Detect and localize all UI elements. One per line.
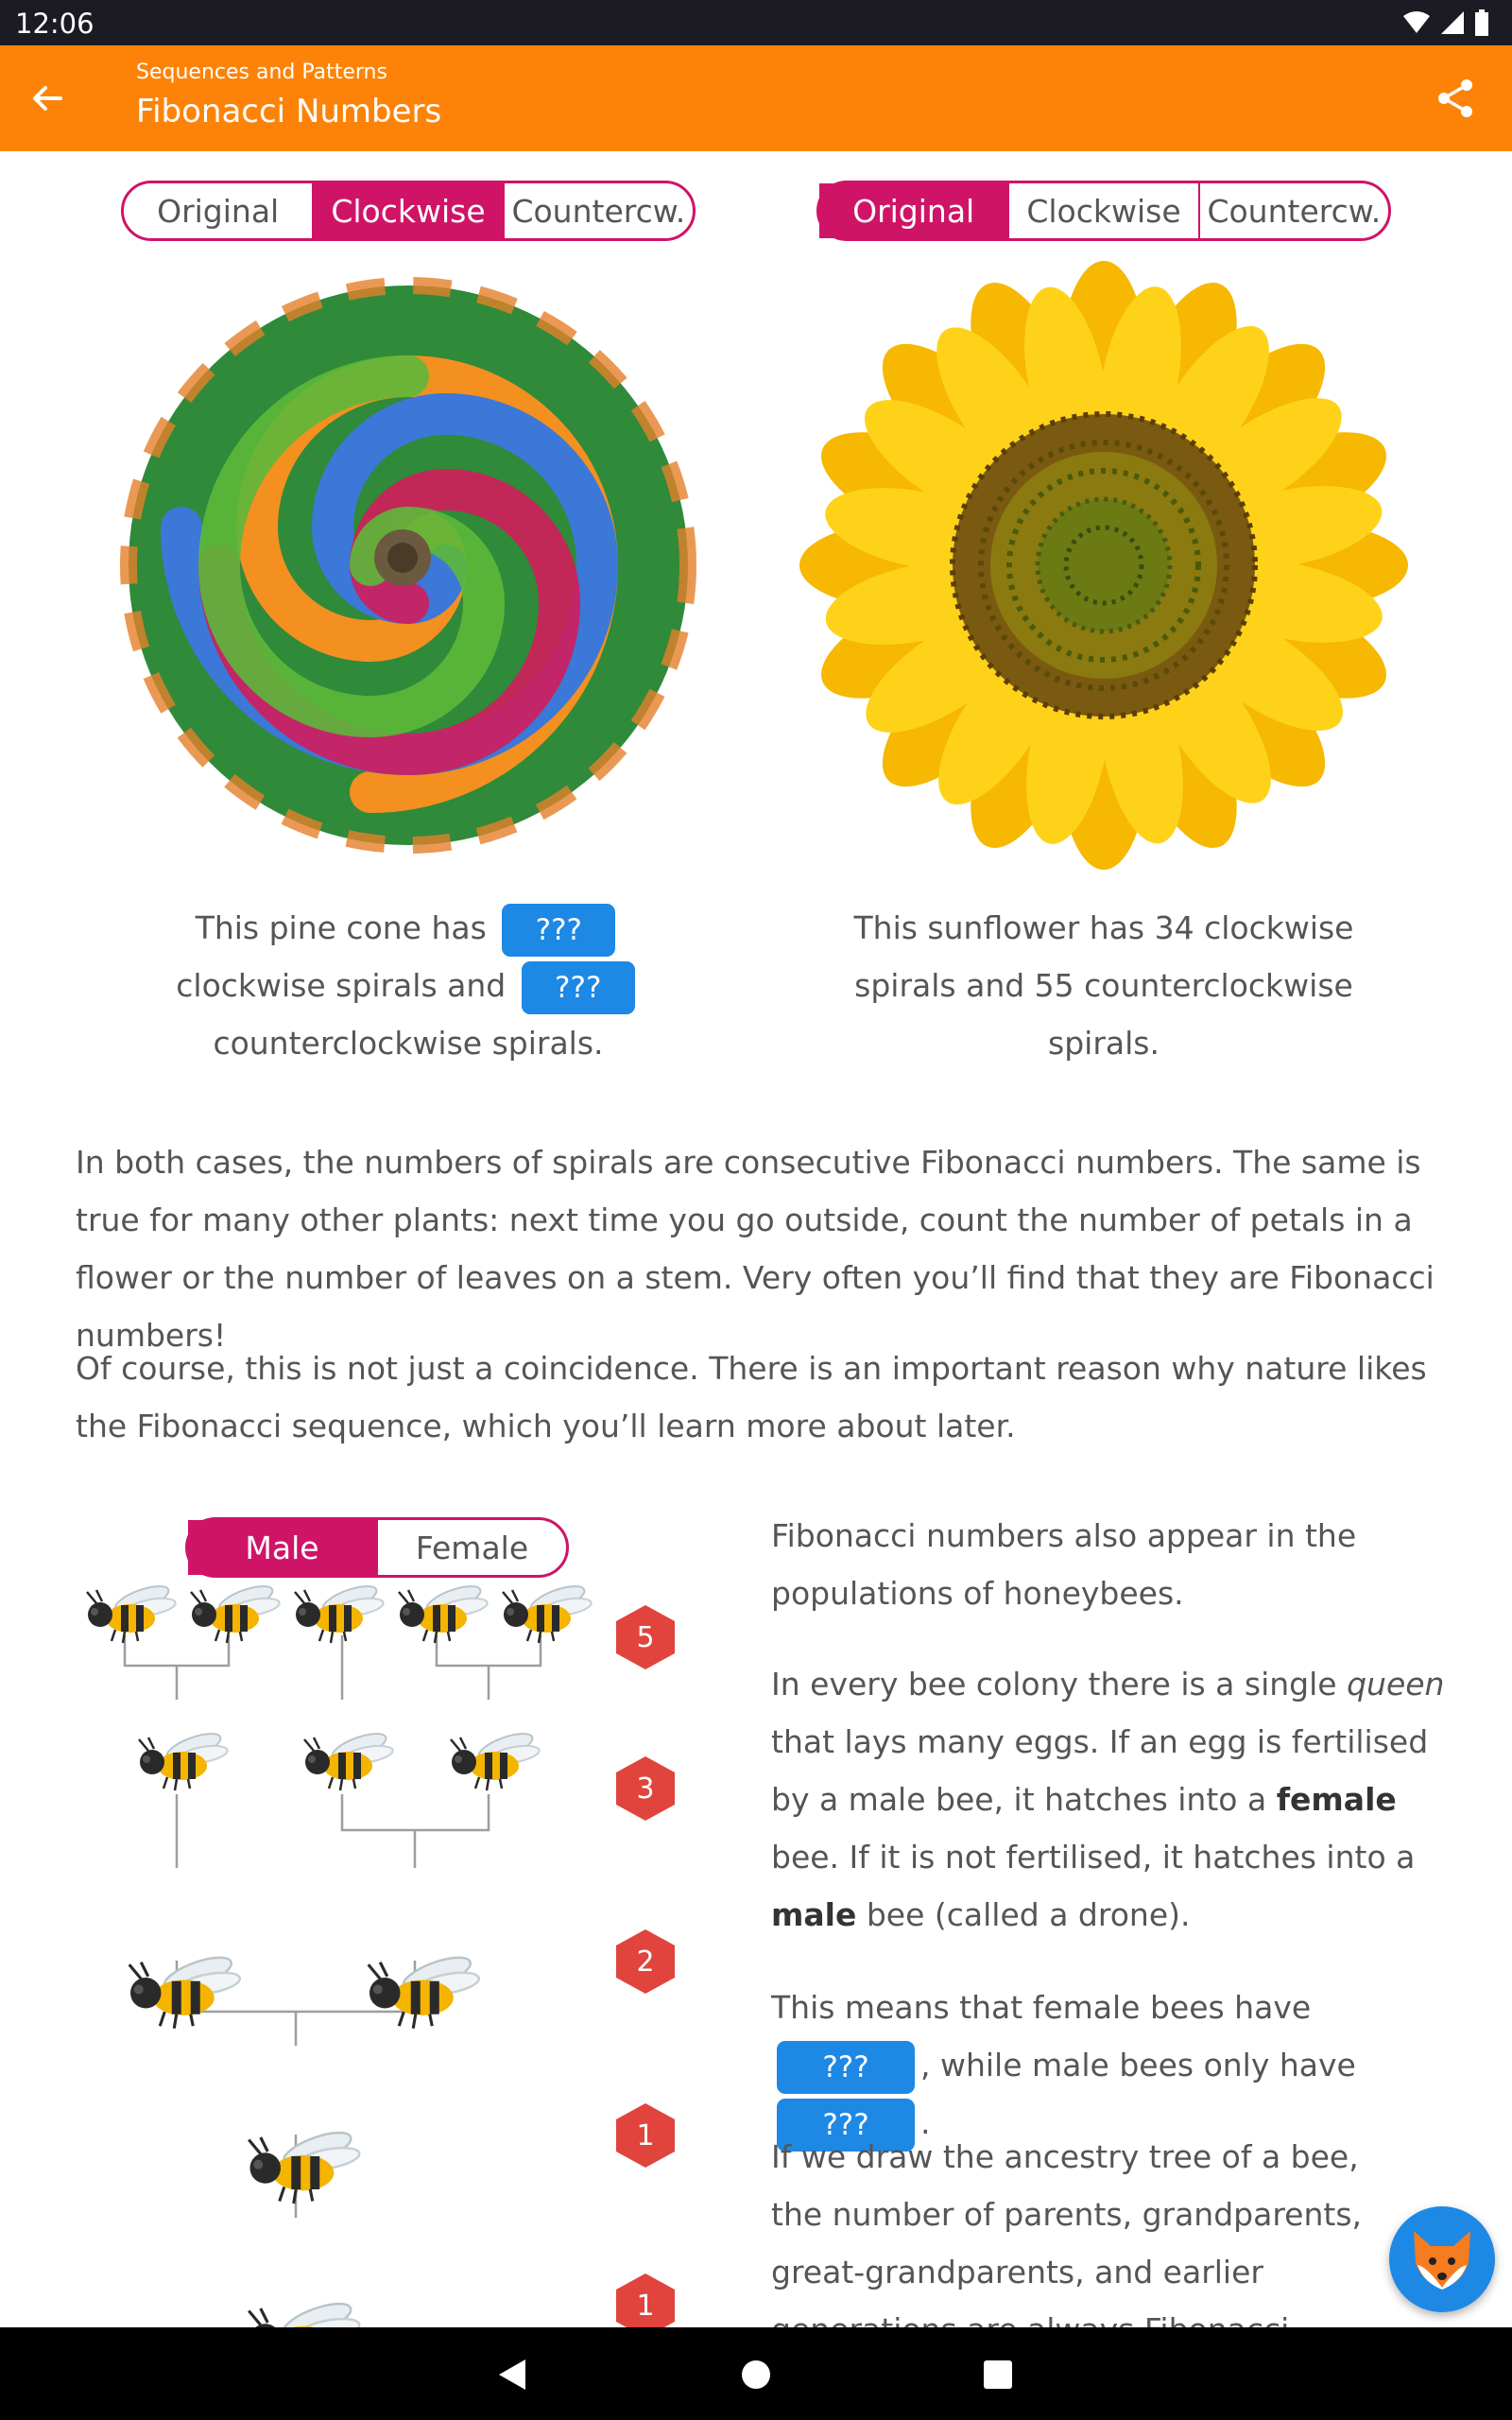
generation-count-badge	[614, 1927, 677, 1996]
bee-p2-text: bee (called a drone).	[866, 1896, 1191, 1933]
paragraph-not-coincidence: Of course, this is not just a coincidence. There is an important reason why nature likes the Fibonacci sequence, which you’ll learn more about later.	[76, 1350, 1427, 1444]
bee-p3-text: .	[920, 2104, 931, 2141]
bee-p3-text: , while male bees only have	[920, 2047, 1356, 2083]
pinecone-counterclockwise-blank[interactable]: ???	[522, 961, 635, 1014]
sunflower-option-countercw[interactable]: Countercw.	[1207, 192, 1382, 230]
male-parents-blank[interactable]: ???	[777, 2099, 915, 2152]
female-term: female	[1276, 1781, 1397, 1818]
sunflower-option-clockwise[interactable]: Clockwise	[1009, 183, 1199, 238]
pinecone-option-clockwise[interactable]: Clockwise	[314, 183, 504, 238]
pinecone-image	[121, 263, 696, 868]
generation-count-badge	[614, 1603, 677, 1671]
bee-p2-text: bee. If it is not fertilised, it hatches into a	[771, 1839, 1416, 1876]
bee-p2-text: that lays many eggs. If an egg is fertilised by a male bee, it hatches into a	[771, 1723, 1429, 1818]
system-navigation-bar	[0, 2327, 1512, 2420]
pinecone-caption-part3: counterclockwise spirals.	[213, 1025, 604, 1062]
bee-option-female[interactable]: Female	[415, 1529, 529, 1566]
bee-p2-text: In every bee colony there is a single	[771, 1666, 1337, 1703]
bee-paragraph-populations: Fibonacci numbers also appear in the populations of honeybees.	[771, 1517, 1357, 1612]
app-bar-subtitle: Sequences and Patterns	[136, 60, 387, 84]
fox-assistant-button[interactable]	[1389, 2206, 1495, 2312]
queen-term: queen	[1347, 1666, 1445, 1703]
nav-recents-icon[interactable]	[983, 2360, 1013, 2390]
bee-paragraph-parents	[771, 1979, 1452, 2152]
signal-icon	[1440, 10, 1465, 35]
bee-ancestry-tree	[57, 1588, 605, 2335]
pinecone-caption-part2: clockwise spirals and	[176, 967, 507, 1004]
sunflower-image	[805, 263, 1402, 868]
generation-count-value: 1	[636, 2118, 655, 2152]
bee-icon	[87, 1581, 177, 1643]
bee-icon	[304, 1728, 394, 1790]
bee-icon	[399, 1581, 489, 1643]
bee-p3-text: This means that female bees have	[771, 1989, 1312, 2026]
pinecone-caption	[121, 899, 696, 1072]
bee-icon	[295, 1581, 385, 1643]
sunflower-caption: This sunflower has 34 clockwise spirals and 55 counterclockwise spirals.	[853, 909, 1354, 1062]
wifi-icon	[1402, 10, 1431, 35]
pinecone-view-toggle	[121, 181, 696, 241]
generation-count-value: 2	[636, 1945, 655, 1979]
pinecone-caption-part1: This pine cone has	[195, 909, 487, 946]
bee-icon	[139, 1728, 229, 1790]
status-bar	[0, 0, 1512, 45]
lesson-content	[0, 151, 1512, 2327]
female-parents-blank[interactable]: ???	[777, 2041, 915, 2094]
nav-home-icon[interactable]	[741, 2360, 771, 2390]
generation-count-value: 1	[636, 2289, 655, 2323]
sunflower-view-toggle	[816, 181, 1391, 241]
bee-icon	[451, 1728, 541, 1790]
status-icons	[1402, 9, 1489, 36]
pinecone-option-countercw[interactable]: Countercw.	[511, 192, 686, 230]
nav-back-icon[interactable]	[497, 2358, 529, 2392]
bee-paragraph-colony	[771, 1655, 1452, 1944]
pinecone-clockwise-blank[interactable]: ???	[502, 904, 615, 957]
bee-icon	[503, 1581, 593, 1643]
battery-icon	[1474, 9, 1489, 36]
male-term: male	[771, 1896, 857, 1933]
bee-icon	[369, 1951, 481, 2029]
generation-count-value: 3	[636, 1772, 655, 1806]
bee-option-male[interactable]: Male	[188, 1520, 378, 1575]
bee-icon	[191, 1581, 281, 1643]
fox-mascot-icon	[1404, 2221, 1480, 2297]
pinecone-option-original[interactable]: Original	[124, 183, 314, 238]
share-icon[interactable]	[1435, 78, 1476, 119]
sunflower-option-original[interactable]: Original	[819, 183, 1009, 238]
back-arrow-icon[interactable]	[28, 79, 66, 117]
page-title: Fibonacci Numbers	[136, 93, 442, 130]
bee-sex-toggle	[185, 1517, 569, 1578]
generation-count-value: 5	[636, 1620, 655, 1654]
bee-paragraph-ancestry: If we draw the ancestry tree of a bee, the number of parents, grandparents, great-grandparents, and earlier	[771, 2138, 1363, 2290]
bee-icon	[249, 2126, 361, 2204]
bee-icon	[129, 1951, 242, 2029]
generation-count-badge	[614, 1754, 677, 1823]
app-bar	[0, 45, 1512, 151]
status-time: 12:06	[15, 8, 94, 40]
generation-count-badge	[614, 2101, 677, 2169]
paragraph-consecutive-fibonacci: In both cases, the numbers of spirals are consecutive Fibonacci numbers. The same is true for many other plants: next time you go outside, count the number of petals in a flower or the number of leaves on a stem. Very often you’ll find that they are Fibonacci numbers!	[76, 1144, 1435, 1354]
